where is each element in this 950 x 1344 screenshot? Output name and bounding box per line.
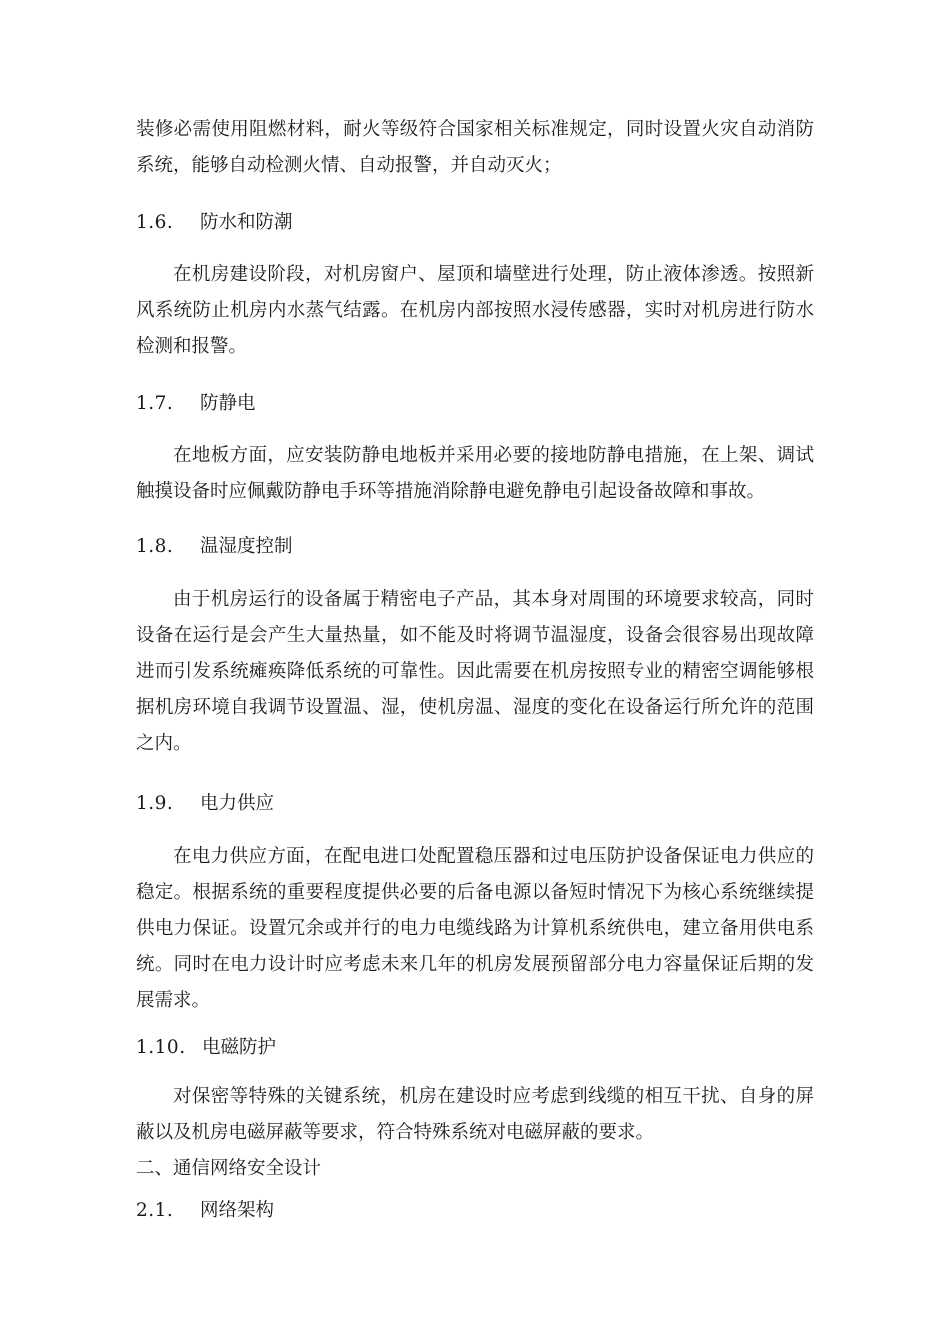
section-number: 1.9. bbox=[136, 793, 174, 814]
section-number: 1.10. bbox=[136, 1037, 186, 1058]
section-number: 1.6. bbox=[136, 212, 174, 233]
section-title: 电力供应 bbox=[200, 793, 275, 814]
section-heading-1-7 bbox=[136, 386, 814, 422]
section-title: 温湿度控制 bbox=[200, 536, 293, 557]
section-title: 防静电 bbox=[200, 393, 256, 414]
subsection-heading-2-1 bbox=[136, 1193, 814, 1229]
section-heading-1-9 bbox=[136, 786, 814, 822]
section-body-1-10: 对保密等特殊的关键系统，机房在建设时应考虑到线缆的相互干扰、自身的屏蔽以及机房电磁屏蔽等要求，符合特殊系统对电磁屏蔽的要求。 bbox=[136, 1086, 814, 1143]
section-title: 防水和防潮 bbox=[200, 212, 293, 233]
chapter-title: 二、通信网络安全设计 bbox=[136, 1158, 322, 1179]
intro-paragraph: 装修必需使用阻燃材料，耐火等级符合国家相关标准规定，同时设置火灾自动消防系统，能够自动检测火情、自动报警，并自动灭火； bbox=[136, 119, 814, 176]
section-heading-1-8 bbox=[136, 529, 814, 565]
section-body-1-9: 在电力供应方面，在配电进口处配置稳压器和过电压防护设备保证电力供应的稳定。根据系统的重要程度提供必要的后备电源以备短时情况下为核心系统继续提供电力保证。设置冗余或并行的电力电缆线路为计算机系统供电，建立备用供电系统。同时在电力设计时应考虑未来几年的机房发展预留部分电力容量保证后期的发展需求。 bbox=[136, 846, 814, 1011]
section-number: 1.8. bbox=[136, 536, 174, 557]
section-title: 电磁防护 bbox=[202, 1037, 277, 1058]
section-body-1-6: 在机房建设阶段，对机房窗户、屋顶和墙壁进行处理，防止液体渗透。按照新风系统防止机房内水蒸气结露。在机房内部按照水浸传感器，实时对机房进行防水检测和报警。 bbox=[136, 264, 814, 357]
section-heading-1-6 bbox=[136, 205, 814, 241]
section-body-1-8: 由于机房运行的设备属于精密电子产品，其本身对周围的环境要求较高，同时设备在运行是会产生大量热量，如不能及时将调节温湿度，设备会很容易出现故障进而引发系统瘫痪降低系统的可靠性。因此需要在机房按照专业的精密空调能够根据机房环境自我调节设置温、湿，使机房温、湿度的变化在设备运行所允许的范围之内。 bbox=[136, 589, 814, 754]
section-heading-1-10 bbox=[136, 1030, 814, 1066]
section-body-1-7: 在地板方面，应安装防静电地板并采用必要的接地防静电措施，在上架、调试触摸设备时应佩戴防静电手环等措施消除静电避免静电引起设备故障和事故。 bbox=[136, 445, 814, 502]
chapter-heading bbox=[136, 1151, 814, 1187]
section-number: 1.7. bbox=[136, 393, 174, 414]
section-title: 网络架构 bbox=[200, 1200, 275, 1221]
section-number: 2.1. bbox=[136, 1200, 174, 1221]
